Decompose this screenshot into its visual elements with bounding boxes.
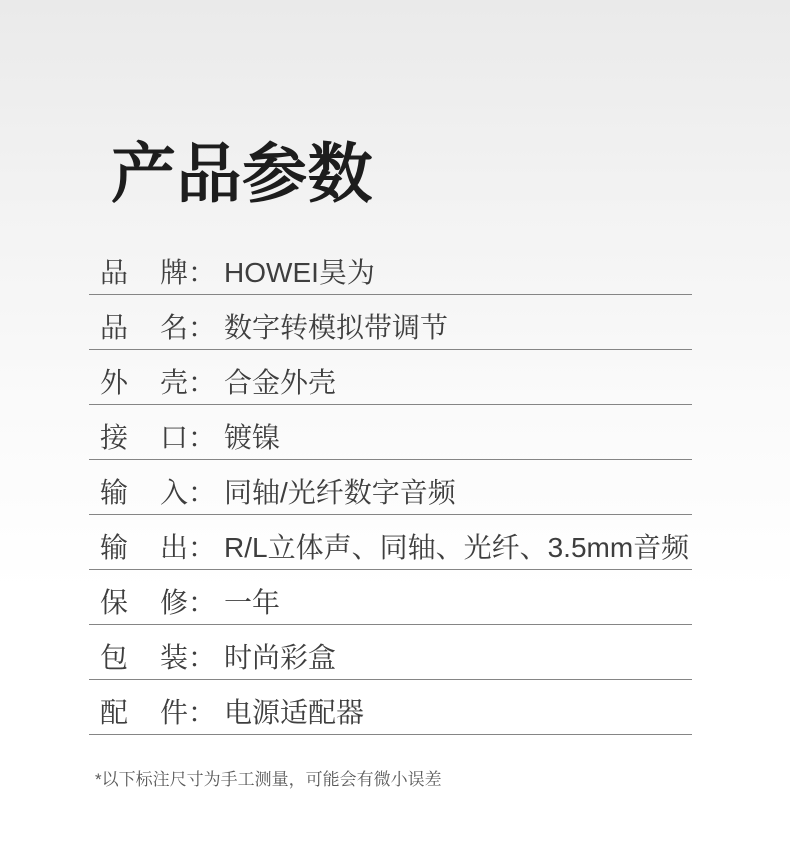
- spec-value: 数字转模拟带调节: [224, 312, 449, 344]
- spec-row-packaging: [89, 625, 692, 680]
- spec-value: 时尚彩盒: [224, 642, 337, 674]
- spec-label: 保 修: [100, 587, 188, 619]
- spec-row-warranty: [89, 570, 692, 625]
- spec-colon: ：: [188, 532, 217, 564]
- spec-colon: ：: [188, 642, 217, 674]
- spec-label: 输 出: [100, 532, 188, 564]
- spec-label: 品 牌: [100, 257, 188, 289]
- spec-row-product-name: [89, 295, 692, 350]
- spec-table: [89, 240, 692, 735]
- spec-value: 镀镍: [224, 422, 281, 454]
- spec-row-input: [89, 460, 692, 515]
- spec-row-brand: [89, 240, 692, 295]
- spec-value: 同轴/光纤数字音频: [224, 477, 456, 509]
- page-title: 产品参数: [111, 137, 374, 210]
- spec-label: 外 壳: [100, 367, 188, 399]
- spec-value: 合金外壳: [224, 367, 337, 399]
- spec-colon: ：: [188, 422, 217, 454]
- spec-label: 配 件: [100, 697, 188, 729]
- spec-row-shell: [89, 350, 692, 405]
- spec-label: 品 名: [100, 312, 188, 344]
- spec-row-accessories: [89, 680, 692, 735]
- spec-row-output: [89, 515, 692, 570]
- spec-colon: ：: [188, 367, 217, 399]
- spec-colon: ：: [188, 697, 217, 729]
- measurement-note: *以下标注尺寸为手工测量，可能会有微小误差: [95, 770, 442, 789]
- spec-value: 一年: [224, 587, 281, 619]
- spec-value: R/L立体声、同轴、光纤、3.5mm音频: [224, 532, 690, 564]
- spec-colon: ：: [188, 257, 217, 289]
- spec-label: 接 口: [100, 422, 188, 454]
- spec-colon: ：: [188, 477, 217, 509]
- spec-row-interface: [89, 405, 692, 460]
- spec-colon: ：: [188, 312, 217, 344]
- spec-colon: ：: [188, 587, 217, 619]
- spec-label: 包 装: [100, 642, 188, 674]
- spec-value: HOWEI昊为: [224, 257, 375, 289]
- spec-value: 电源适配器: [224, 697, 365, 729]
- spec-label: 输 入: [100, 477, 188, 509]
